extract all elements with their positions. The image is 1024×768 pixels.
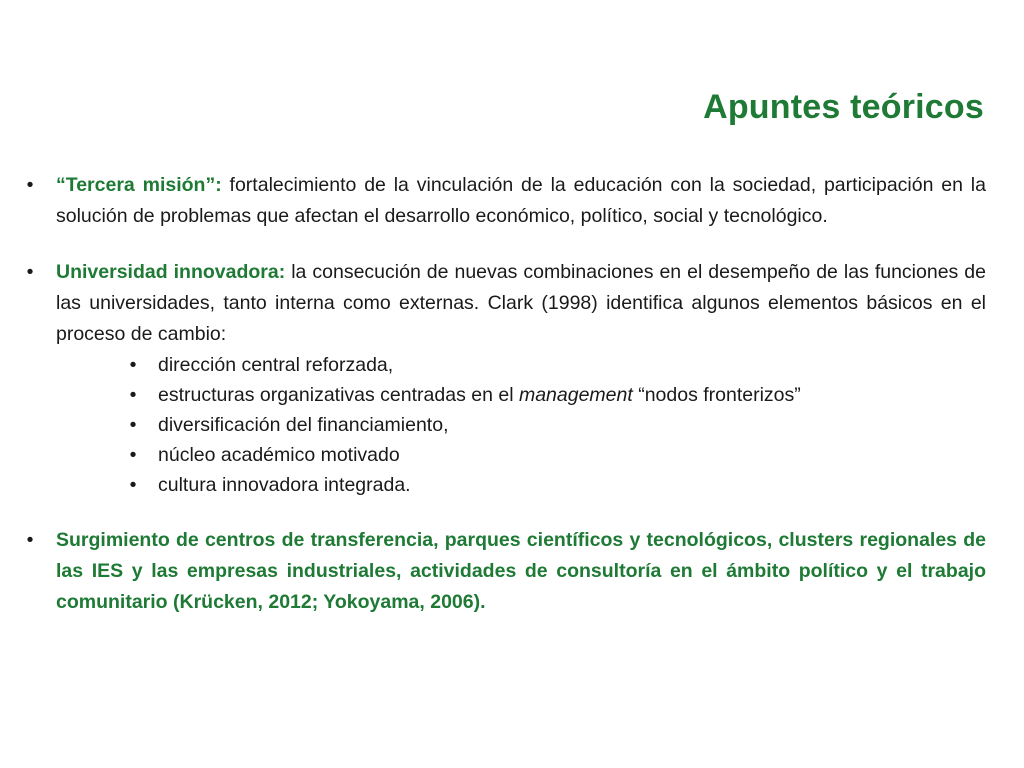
sub-bullet-text: diversificación del financiamiento, <box>158 414 449 436</box>
sub-bullet-icon: • <box>129 444 137 466</box>
bullet-text: fortalecimiento de la vinculación de la educación con la sociedad, participación en la solución de problemas que afectan el desarrollo económico, político, social y tecnológico. <box>56 174 986 227</box>
sub-bullet-item <box>22 380 986 410</box>
sub-bullet-text: dirección central reforzada, <box>158 354 394 376</box>
sub-bullet-item <box>22 440 986 470</box>
sub-bullet-icon: • <box>129 474 137 496</box>
bullet-text: la consecución de nuevas combinaciones en el desempeño de las funciones de las universidades, tanto interna como externas. Clark (1998) identifica algunos elementos básicos en el proceso de cambio: <box>56 261 986 345</box>
slide-content <box>22 170 986 618</box>
sub-bullet-item <box>22 350 986 380</box>
bullet-icon: • <box>26 174 34 196</box>
bullet-lead: “Tercera misión”: <box>56 174 222 196</box>
sub-bullet-text: cultura innovadora integrada. <box>158 474 411 496</box>
bullet-text-bold: Surgimiento de centros de transferencia, parques científicos y tecnológicos, clusters regionales de las IES y las empresas industriales, actividades de consultoría en el ámbito político y el trabajo comunitario (Krücken, 2012; Yokoyama, 2006). <box>56 529 986 613</box>
bullet-icon: • <box>26 261 34 283</box>
sub-bullet-text: núcleo académico motivado <box>158 444 400 466</box>
bullet-icon: • <box>26 529 34 551</box>
sub-bullet-item <box>22 470 986 500</box>
bullet-tercera-mision <box>22 170 986 232</box>
bullet-universidad-innovadora <box>22 257 986 350</box>
sub-bullet-emphasis: management <box>518 384 633 406</box>
sub-bullet-icon: • <box>129 414 137 436</box>
sub-bullet-icon: • <box>129 354 137 376</box>
sub-bullet-text: “nodos fronterizos” <box>638 384 801 406</box>
sub-bullet-icon: • <box>129 384 137 406</box>
sub-bullet-item <box>22 410 986 440</box>
sub-bullet-text: estructuras organizativas centradas en el <box>158 384 514 406</box>
sub-bullet-list <box>22 350 986 500</box>
slide-title: Apuntes teóricos <box>703 88 984 126</box>
bullet-lead: Universidad innovadora: <box>56 261 286 283</box>
bullet-surgimiento <box>22 525 986 618</box>
